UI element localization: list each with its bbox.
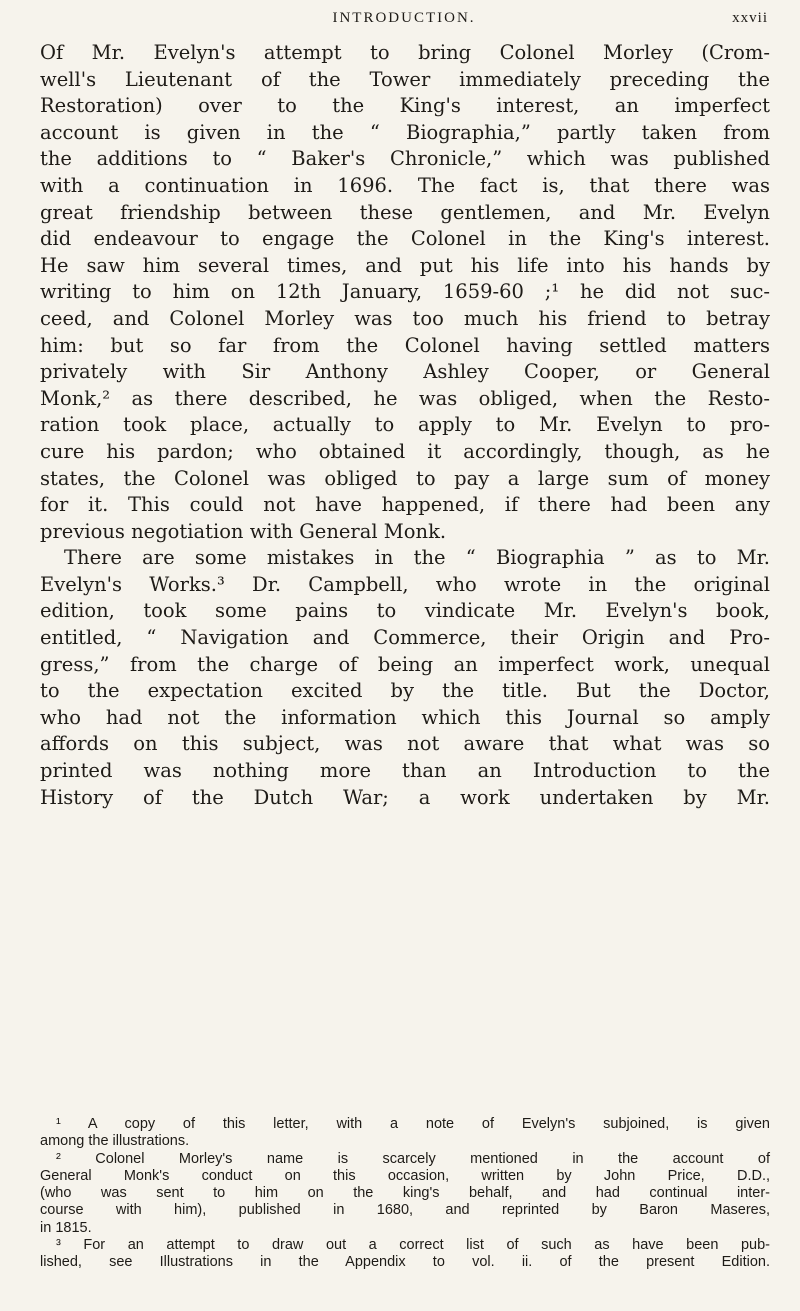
footnote-line: (who was sent to him on the king's behalf, and had continual inter- [40, 1185, 770, 1202]
text-line: to the expectation excited by the title. But the Doctor, [40, 679, 770, 703]
text-line: edition, took some pains to vindicate Mr. Evelyn's book, [40, 599, 770, 623]
text-line: states, the Colonel was obliged to pay a large sum of money [40, 466, 770, 490]
footnote-line: in 1815. [40, 1219, 92, 1236]
text-line: Monk,² as there described, he was obliged, when the Resto- [40, 386, 770, 410]
text-line: ceed, and Colonel Morley was too much his friend to betray [40, 306, 770, 330]
text-line: who had not the information which this Journal so amply [40, 705, 770, 729]
footnote-line: ² Colonel Morley's name is scarcely mentioned in the account of [56, 1150, 770, 1167]
text-line: gress,” from the charge of being an imperfect work, unequal [40, 652, 770, 676]
text-line: He saw him several times, and put his life into his hands by [40, 253, 770, 277]
text-line: the additions to “ Baker's Chronicle,” which was published [40, 147, 770, 171]
text-line: privately with Sir Anthony Ashley Cooper, or General [40, 360, 770, 384]
text-line: great friendship between these gentlemen, and Mr. Evelyn [40, 200, 770, 224]
text-line: History of the Dutch War; a work undertaken by Mr. [40, 785, 770, 809]
text-line: for it. This could not have happened, if there had been any [40, 493, 770, 517]
footnote-line: course with him), published in 1680, and reprinted by Baron Maseres, [40, 1202, 770, 1219]
text-line: Evelyn's Works.³ Dr. Campbell, who wrote in the original [40, 572, 770, 596]
running-head: INTRODUCTION. [332, 10, 476, 26]
footnote-line: lished, see Illustrations in the Appendix to vol. ii. of the present Edition. [40, 1254, 770, 1271]
text-line: cure his pardon; who obtained it accordingly, though, as he [40, 439, 770, 463]
text-line: affords on this subject, was not aware that what was so [40, 732, 770, 756]
text-line: entitled, “ Navigation and Commerce, their Origin and Pro- [40, 626, 770, 650]
text-line: writing to him on 12th January, 1659-60 ;¹ he did not suc- [40, 280, 770, 304]
footnote-line: ³ For an attempt to draw out a correct list of such as have been pub- [56, 1237, 770, 1254]
text-line: ration took place, actually to apply to Mr. Evelyn to pro- [40, 413, 770, 437]
text-line: account is given in the “ Biographia,” partly taken from [40, 120, 770, 144]
text-line: previous negotiation with General Monk. [40, 519, 447, 543]
text-line: with a continuation in 1696. The fact is, that there was [40, 173, 770, 197]
main-text [40, 40, 770, 811]
text-line: him: but so far from the Colonel having settled matters [40, 333, 770, 357]
text-line: There are some mistakes in the “ Biographia ” as to Mr. [64, 546, 770, 570]
text-line: well's Lieutenant of the Tower immediately preceding the [40, 67, 770, 91]
page-header [40, 6, 768, 32]
text-line: Restoration) over to the King's interest, an imperfect [40, 94, 770, 118]
text-line: printed was nothing more than an Introduction to the [40, 759, 770, 783]
footnotes [40, 1116, 770, 1272]
text-line: did endeavour to engage the Colonel in the King's interest. [40, 227, 770, 251]
page-number: xxvii [732, 10, 768, 26]
text-line: Of Mr. Evelyn's attempt to bring Colonel Morley (Crom- [40, 41, 770, 64]
footnote-line: among the illustrations. [40, 1133, 190, 1150]
footnote-line: ¹ A copy of this letter, with a note of Evelyn's subjoined, is given [56, 1116, 770, 1132]
footnote-line: General Monk's conduct on this occasion, written by John Price, D.D., [40, 1167, 770, 1184]
